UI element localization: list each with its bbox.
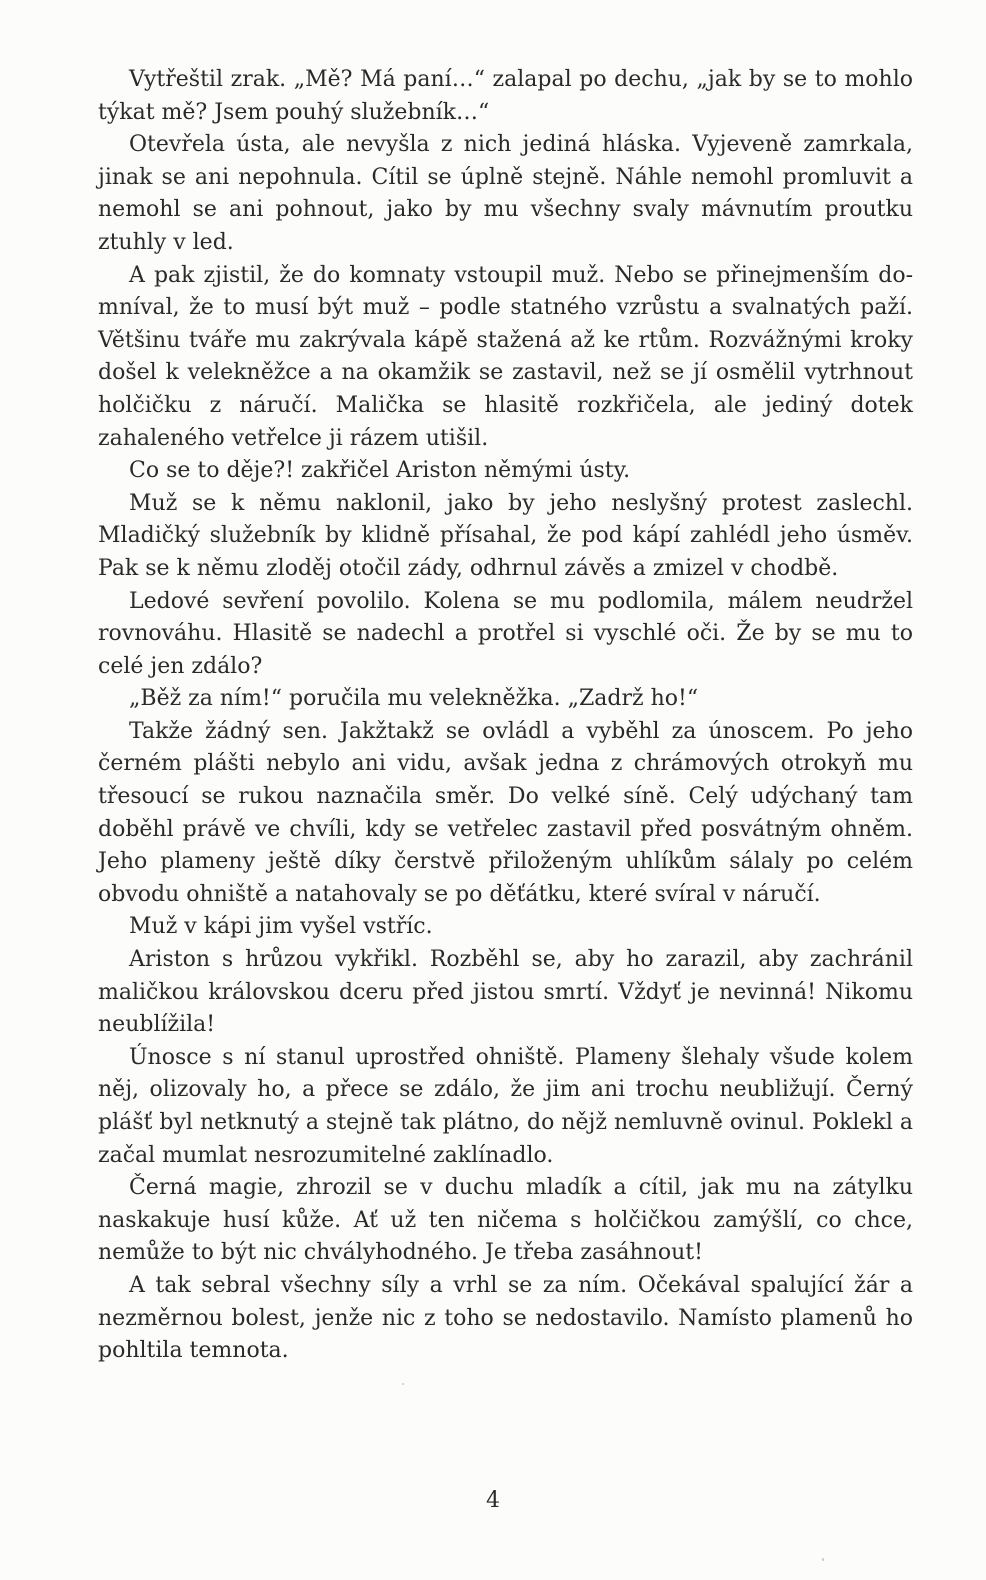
scan-speck — [402, 1383, 404, 1385]
body-text — [98, 64, 913, 1368]
scan-speck — [822, 1558, 824, 1561]
paragraph: Takže žádný sen. Jakžtakž se ovládl a vyběhl za únoscem. Po jeho černém plášti nebylo ani vidu, avšak jedna z chrámových otrokyň mu třesoucí se rukou naznačila směr. Do velké síně. Celý udýchaný tam doběhl právě ve chvíli, kdy se vetřelec zastavil před posvátným ohněm. Jeho plameny ještě díky čerstvě přiloženým uhlíkům sálaly po celém obvodu ohniště a natahovaly se po děťátku, které svíral v náručí. — [98, 718, 913, 907]
paragraph: Muž v kápi jim vyšel vstříc. — [129, 914, 433, 940]
paragraph: A tak sebral všechny síly a vrhl se za ním. Očekával spalující žár a nezměrnou bolest, jenže nic z toho se nedostavilo. Namísto plamenů ho pohltila temnota. — [98, 1272, 913, 1364]
paragraph: Únosce s ní stanul uprostřed ohniště. Plameny šlehaly všude kolem něj, olizovaly ho, a přece se zdálo, že jim ani trochu neubližují. Černý plášť byl netknutý a stejně tak plátno, do nějž nemluvně ovinul. Poklekl a začal mumlat nesrozumitelné zaklínadlo. — [98, 1044, 913, 1168]
paragraph: Otevřela ústa, ale nevyšla z nich jediná hláska. Vyjeveně zamrkala, jinak se ani nepohnula. Cítil se úplně stejně. Náhle nemohl promluvit a nemohl se ani pohnout, jako by mu všechny svaly mávnutím proutku ztuhly v led. — [98, 132, 913, 255]
page-number: 4 — [486, 1488, 500, 1513]
paragraph: Černá magie, zhrozil se v duchu mladík a cítil, jak mu na zátylku naskakuje husí kůže. Ať už ten ničema s holčičkou zamýšlí, co chce, nemůže to být nic chvályhodného. Je třeba zasáhnout! — [98, 1175, 913, 1266]
paragraph: Vytřeštil zrak. „Mě? Má paní…“ zalapal po dechu, „jak by se to mohlo týkat mě? Jsem pouhý služebník…“ — [98, 67, 913, 125]
paragraph: Ledové sevření povolilo. Kolena se mu podlomila, málem neudržel rovnováhu. Hlasitě se nadechl a protřel si vyschlé oči. Že by se mu to celé jen zdálo? — [98, 588, 913, 679]
paragraph: Muž se k němu naklonil, jako by jeho neslyšný protest zaslechl. Mladičký služebník by klidně přísahal, že pod kápí zahlédl jeho úsměv. Pak se k němu zloděj otočil zády, odhrnul závěs a zmizel v chodbě. — [98, 490, 913, 581]
paragraph: A pak zjistil, že do komnaty vstoupil muž. Nebo se přinejmenším domníval, že to musí být muž – podle statného vzrůstu a svalnatých paží. Většinu tváře mu zakrývala kápě stažená až ke rtům. Rozvážnými kroky došel k velekněžce a na okamžik se zastavil, než se jí osmělil vytrhnout holčičku z náručí. Malička se hlasitě rozkřičela, ale jediný dotek zahaleného vetřelce ji rázem utišil. — [98, 262, 913, 451]
paragraph: Co se to děje?! zakřičel Ariston němými ústy. — [129, 458, 631, 484]
paragraph: „Běž za ním!“ poručila mu velekněžka. „Zadrž ho!“ — [129, 686, 699, 712]
paragraph: Ariston s hrůzou vykřikl. Rozběhl se, aby ho zarazil, aby zachránil maličkou královskou dceru před jistou smrtí. Vždyť je nevinná! Nikomu neublížila! — [98, 947, 913, 1038]
